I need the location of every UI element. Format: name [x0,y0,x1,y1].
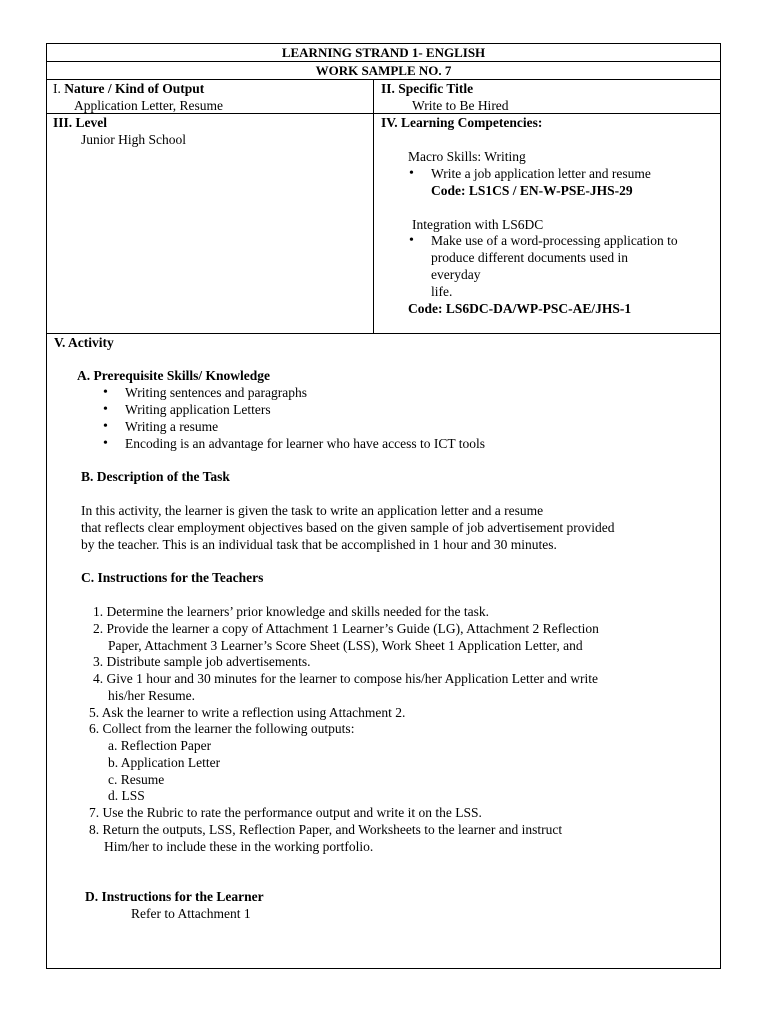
level-cell [47,114,374,333]
integration-code: Code: LS6DC-DA/WP-PSC-AE/JHS-1 [408,301,632,316]
integration-bullet-line2: produce different documents used in [431,250,628,265]
macro-skills: Macro Skills: Writing [408,149,526,164]
teacher-instruction-line: 5. Ask the learner to write a reflection using Attachment 2. [89,705,406,720]
task-description-line: In this activity, the learner is given the task to write an application letter and a resume [81,503,544,518]
teacher-instruction-line: 1. Determine the learners’ prior knowledge and skills needed for the task. [93,604,489,619]
row-level-competencies [47,114,720,334]
competencies-heading: IV. Learning Competencies: [381,115,543,130]
prerequisite-item: • Encoding is an advantage for learner who have access to ICT tools [125,435,485,452]
specific-title-value: Write to Be Hired [412,98,509,113]
specific-title-heading: II. Specific Title [381,81,474,96]
prerequisite-heading: A. Prerequisite Skills/ Knowledge [77,368,271,383]
teacher-instruction-line: 6. Collect from the learner the following outputs: [89,721,355,736]
prerequisite-item: • Writing application Letters [125,401,271,418]
activity-section [47,334,720,968]
learner-instructions-text: Refer to Attachment 1 [131,906,251,921]
task-description-heading: B. Description of the Task [81,469,230,484]
level-heading: III. Level [53,115,107,130]
strand-title: LEARNING STRAND 1- ENGLISH [47,44,720,62]
teacher-instruction-line: b. Application Letter [108,755,221,770]
teacher-instruction-line: d. LSS [108,788,145,803]
prerequisite-item: • Writing sentences and paragraphs [125,384,307,401]
macro-bullet: • Write a job application letter and resume [431,165,651,182]
teacher-instruction-line: 7. Use the Rubric to rate the performance output and write it on the LSS. [89,805,482,820]
integration-bullet-line1: • Make use of a word-processing application to [431,232,678,249]
specific-title-cell [374,80,720,113]
teacher-instruction-line: Paper, Attachment 3 Learner’s Score Sheet (LSS), Work Sheet 1 Application Letter, and [108,638,583,653]
teacher-instruction-line: his/her Resume. [108,688,195,703]
teacher-instruction-line: 2. Provide the learner a copy of Attachment 1 Learner’s Guide (LG), Attachment 2 Reflection [93,621,599,636]
row-output-title [47,80,720,114]
level-value: Junior High School [81,132,187,147]
teacher-instruction-line: 3. Distribute sample job advertisements. [93,654,311,669]
prerequisite-item: • Writing a resume [125,418,218,435]
integration-bullet-line4: life. [431,284,453,299]
nature-cell [47,80,374,113]
teacher-instruction-line: Him/her to include these in the working portfolio. [104,839,374,854]
nature-heading: Nature / Kind of Output [64,81,205,96]
activity-heading: V. Activity [54,335,114,350]
teacher-instruction-line: c. Resume [108,772,165,787]
work-sample-form [46,43,721,969]
teacher-instruction-line: a. Reflection Paper [108,738,212,753]
teacher-instructions-heading: C. Instructions for the Teachers [81,570,264,585]
integration-heading: Integration with LS6DC [412,217,544,232]
task-description-line: by the teacher. This is an individual task that be accomplished in 1 hour and 30 minutes. [81,537,557,552]
macro-code: Code: LS1CS / EN-W-PSE-JHS-29 [431,183,633,198]
teacher-instruction-line: 4. Give 1 hour and 30 minutes for the learner to compose his/her Application Letter and write [93,671,598,686]
work-sample-title: WORK SAMPLE NO. 7 [47,62,720,80]
competencies-cell [374,114,720,333]
nature-value: Application Letter, Resume [74,98,224,113]
teacher-instruction-line: 8. Return the outputs, LSS, Reflection Paper, and Worksheets to the learner and instruct [89,822,563,837]
task-description-line: that reflects clear employment objectives based on the given sample of job advertisement provided [81,520,615,535]
integration-bullet-line3: everyday [431,267,481,282]
nature-num: I. [53,81,61,96]
learner-instructions-heading: D. Instructions for the Learner [85,889,264,904]
